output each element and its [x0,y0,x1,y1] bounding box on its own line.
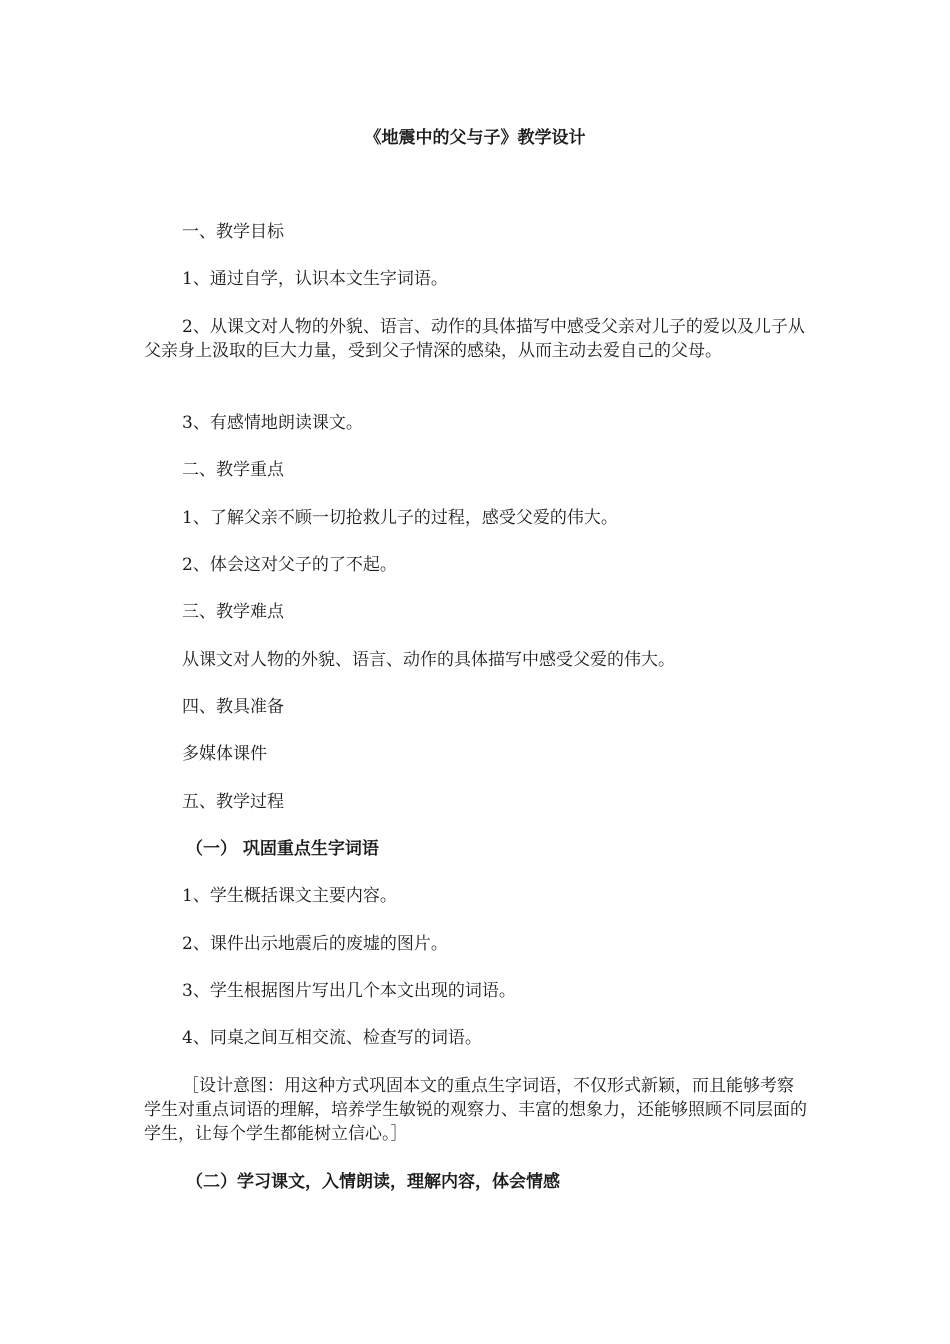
objective-item-1: 1、通过自学，认识本文生字词语。 [182,269,448,289]
objective-item-2: 2、从课文对人物的外貌、语言、动作的具体描写中感受父亲对儿子的爱以及儿子从父亲身上汲取的巨大力量，受到父子情深的感染，从而主动去爱自己的父母。 [144,317,805,361]
process-step-1: 1、学生概括课文主要内容。 [182,886,397,906]
key-point-item-1: 1、了解父亲不顾一切抢救儿子的过程，感受父爱的伟大。 [182,508,618,528]
section-heading-difficulties: 三、教学难点 [182,602,284,622]
section-heading-materials: 四、教具准备 [182,697,284,717]
process-step-4: 4、同桌之间互相交流、检查写的词语。 [182,1028,482,1048]
section-heading-key-points: 二、教学重点 [182,460,284,480]
design-intent-note: ［设计意图：用这种方式巩固本文的重点生字词语，不仅形式新颖，而且能够考察学生对重点词语的理解，培养学生敏锐的观察力、丰富的想象力，还能够照顾不同层面的学生，让每个学生都能树立信心。］ [144,1076,807,1144]
subsection-heading-1: （一） 巩固重点生字词语 [186,839,379,859]
section-heading-objectives: 一、教学目标 [182,222,284,242]
subsection-heading-2: （二）学习课文，入情朗读，理解内容，体会情感 [186,1172,560,1192]
document-title: 《地震中的父与子》教学设计 [364,128,586,148]
key-point-item-2: 2、体会这对父子的了不起。 [182,555,397,575]
process-step-3: 3、学生根据图片写出几个本文出现的词语。 [182,981,516,1001]
difficulty-text: 从课文对人物的外貌、语言、动作的具体描写中感受父爱的伟大。 [182,650,675,670]
section-heading-process: 五、教学过程 [182,792,284,812]
objective-item-3: 3、有感情地朗读课文。 [182,413,363,433]
process-step-2: 2、课件出示地震后的废墟的图片。 [182,934,448,954]
materials-text: 多媒体课件 [182,744,267,764]
